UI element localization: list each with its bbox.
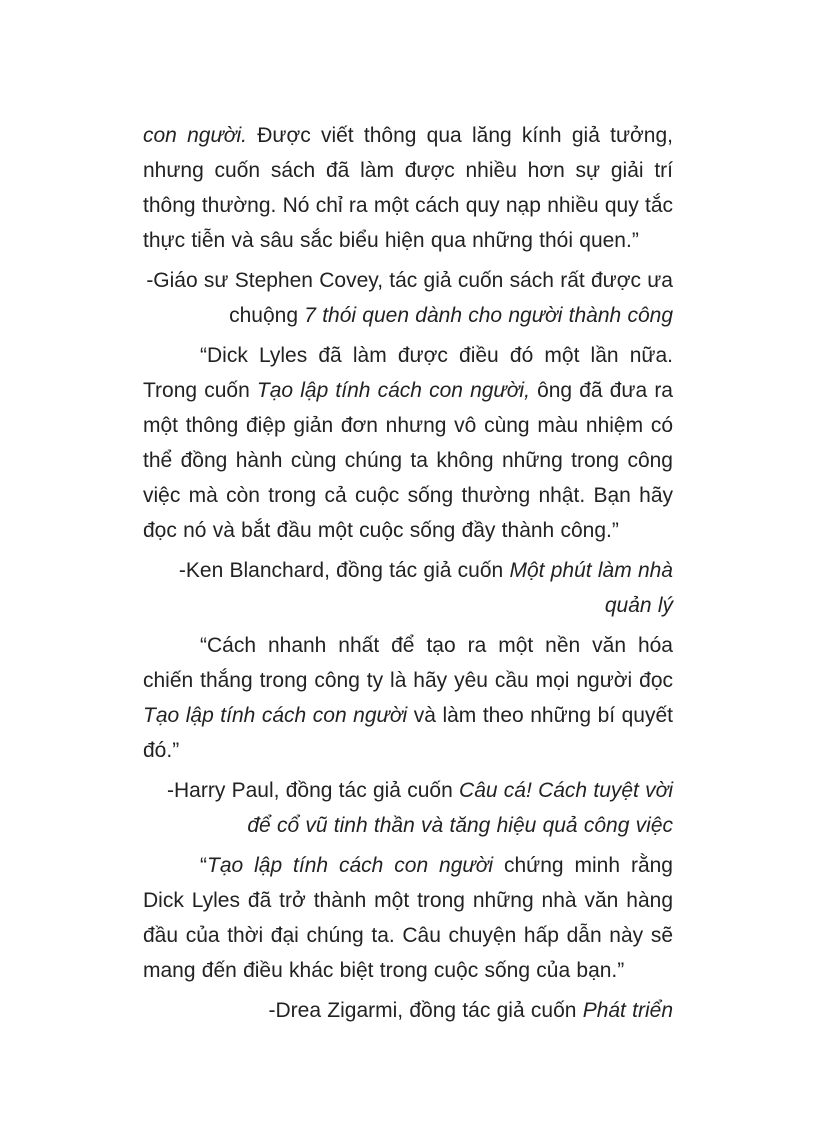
testimonial-drea-zigarmi-segment-1: “ (200, 854, 207, 877)
testimonial-drea-zigarmi-segment-2: Tạo lập tính cách con người (207, 854, 494, 877)
page-content (143, 118, 673, 1033)
attribution-ken-blanchard-segment-2: Một phút làm nhà quản lý (509, 559, 673, 617)
attribution-harry-paul-segment-1: -Harry Paul, đồng tác giả cuốn (167, 779, 460, 802)
testimonial-harry-paul (143, 628, 673, 768)
testimonial-ken-blanchard-segment-2: Tạo lập tính cách con người, (256, 379, 530, 402)
attribution-harry-paul-segment-2: Câu cá! Cách tuyệt vời để cổ vũ tinh thần và tăng hiệu quả công việc (247, 779, 673, 837)
attribution-harry-paul (143, 773, 673, 843)
attribution-drea-zigarmi-segment-1: -Drea Zigarmi, đồng tác giả cuốn (268, 999, 583, 1022)
testimonial-ken-blanchard-segment-3: ông đã đưa ra một thông điệp giản đơn nhưng vô cùng màu nhiệm có thể đồng hành cùng chúng ta không những trong công việc mà còn trong cả cuộc sống thường nhật. Bạn hãy đọc nó và bắt đầu một cuộc sống đầy thành công.” (143, 379, 673, 542)
attribution-stephen-covey-segment-1: -Giáo sư Stephen Covey, tác giả cuốn sách rất được ưa chuộng (146, 269, 673, 327)
attribution-stephen-covey (143, 263, 673, 333)
testimonial-covey-continuation-segment-1: con người. (143, 124, 247, 147)
attribution-ken-blanchard (143, 553, 673, 623)
testimonial-ken-blanchard (143, 338, 673, 548)
testimonial-ken-blanchard-segment-1: “Dick Lyles đã làm được điều đó một lần nữa. Trong cuốn (143, 344, 673, 402)
testimonial-harry-paul-segment-1: “Cách nhanh nhất để tạo ra một nền văn hóa chiến thắng trong công ty là hãy yêu cầu mọi người đọc (143, 634, 673, 692)
testimonial-covey-continuation-segment-2: Được viết thông qua lăng kính giả tưởng, nhưng cuốn sách đã làm được nhiều hơn sự giải trí thông thường. Nó chỉ ra một cách quy nạp nhiều quy tắc thực tiễn và sâu sắc biểu hiện qua những thói quen.” (143, 124, 673, 252)
testimonial-covey-continuation (143, 118, 673, 258)
attribution-drea-zigarmi-segment-2: Phát triển (582, 999, 673, 1022)
testimonial-harry-paul-segment-3: và làm theo những bí quyết đó.” (143, 704, 674, 762)
testimonial-drea-zigarmi-segment-3: chứng minh rằng Dick Lyles đã trở thành một trong những nhà văn hàng đầu của thời đại chúng ta. Câu chuyện hấp dẫn này sẽ mang đến điều khác biệt trong cuộc sống của bạn.” (143, 854, 673, 982)
testimonial-drea-zigarmi (143, 848, 673, 988)
attribution-drea-zigarmi (143, 993, 673, 1028)
attribution-ken-blanchard-segment-1: -Ken Blanchard, đồng tác giả cuốn (178, 559, 510, 582)
attribution-stephen-covey-segment-2: 7 thói quen dành cho người thành công (304, 304, 673, 327)
testimonial-harry-paul-segment-2: Tạo lập tính cách con người (143, 704, 408, 727)
